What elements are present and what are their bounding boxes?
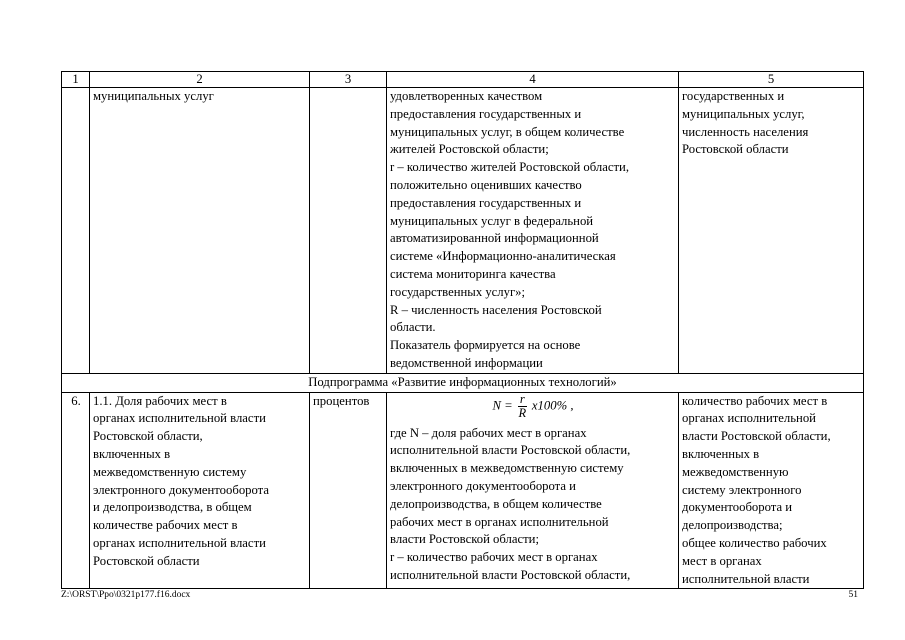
text-line: Показатель формируется на основе xyxy=(390,338,581,353)
formula-rhs: x100% xyxy=(531,397,568,412)
cell-num-empty xyxy=(62,88,90,374)
formula xyxy=(390,393,676,425)
text-line: количестве рабочих мест в xyxy=(93,518,238,533)
text-line: r – количество жителей Ростовской области, xyxy=(390,160,630,175)
text-line: делопроизводства; xyxy=(682,518,783,533)
subprogram-title: Подпрограмма «Развитие информационных технологий» xyxy=(62,373,864,392)
text-line: исполнительной власти xyxy=(682,571,810,586)
text-line: органах исполнительной власти xyxy=(93,535,266,550)
cell-method xyxy=(387,392,679,589)
text-line: предоставления государственных и xyxy=(390,195,582,210)
formula-tail: , xyxy=(570,397,574,412)
table-row-continuation xyxy=(62,88,864,374)
text-line: органах исполнительной xyxy=(682,411,816,426)
footer-page-number: 51 xyxy=(848,590,858,600)
cell-unit-empty xyxy=(310,88,387,374)
text-line: межведомственную xyxy=(682,464,789,479)
table-header-row xyxy=(62,72,864,88)
text-line: рабочих мест в органах исполнительной xyxy=(390,514,609,529)
header-cell-2: 2 xyxy=(90,72,310,88)
text-line: власти Ростовской области, xyxy=(682,429,831,444)
text-line: предоставления государственных и xyxy=(390,106,582,121)
cell-indicator-name xyxy=(90,88,310,374)
text-line: жителей Ростовской области; xyxy=(390,142,549,157)
text-line: Ростовской области, xyxy=(93,429,203,444)
header-cell-5: 5 xyxy=(679,72,864,88)
text-line: муниципальных услуг, xyxy=(682,106,805,121)
cell-method xyxy=(387,88,679,374)
text-line: муниципальных услуг, в общем количестве xyxy=(390,124,625,139)
subprogram-row xyxy=(62,373,864,392)
cell-data-source xyxy=(679,392,864,589)
text-line: межведомственную систему xyxy=(93,464,247,479)
text-line: R – численность населения Ростовской xyxy=(390,302,602,317)
document-table xyxy=(61,71,864,589)
formula-fraction xyxy=(518,393,527,420)
text-line: государственных и xyxy=(682,89,785,103)
text-line: включенных в межведомственную систему xyxy=(390,461,624,476)
text-line: и делопроизводства, в общем xyxy=(93,500,252,515)
text-line: делопроизводства, в общем количестве xyxy=(390,496,602,511)
text-line: исполнительной власти Ростовской области, xyxy=(390,443,631,458)
text-line: мест в органах xyxy=(682,553,762,568)
text-line: включенных в xyxy=(93,446,171,461)
text-line: r – количество рабочих мест в органах xyxy=(390,550,598,565)
text-line: система мониторинга качества xyxy=(390,266,556,281)
header-cell-1: 1 xyxy=(62,72,90,88)
text-line: Ростовской области xyxy=(682,142,789,157)
text-line: количество рабочих мест в xyxy=(682,393,828,408)
text-line: исполнительной власти Ростовской области, xyxy=(390,567,631,582)
text-line: электронного документооборота xyxy=(93,482,270,497)
text-line: автоматизированной информационной xyxy=(390,231,599,246)
text-line: власти Ростовской области; xyxy=(390,532,539,547)
formula-denominator: R xyxy=(518,405,527,420)
text-line: где N – доля рабочих мест в органах xyxy=(390,425,587,440)
text-line: системе «Информационно-аналитическая xyxy=(390,249,616,264)
header-cell-3: 3 xyxy=(310,72,387,88)
text-line: Ростовской области xyxy=(93,553,200,568)
text-line: государственных услуг»; xyxy=(390,284,526,299)
cell-unit xyxy=(310,392,387,589)
text-line: электронного документооборота и xyxy=(390,478,576,493)
text-line: процентов xyxy=(313,393,370,408)
text-line: муниципальных услуг xyxy=(93,89,214,103)
text-line: 1.1. Доля рабочих мест в xyxy=(93,393,227,408)
text-line: включенных в xyxy=(682,446,760,461)
cell-row-number: 6. xyxy=(62,392,90,589)
text-line: численность населения xyxy=(682,124,809,139)
text-line: документооборота и xyxy=(682,500,793,515)
text-line: систему электронного xyxy=(682,482,802,497)
table-row-6 xyxy=(62,392,864,589)
cell-data-source xyxy=(679,88,864,374)
text-line: общее количество рабочих xyxy=(682,535,827,550)
formula-numerator: r xyxy=(519,391,525,406)
text-line: положительно оценивших качество xyxy=(390,177,582,192)
footer-file-path: Z:\ORST\Ppo\0321p177.f16.docx xyxy=(61,590,191,600)
text-line: муниципальных услуг в федеральной xyxy=(390,213,594,228)
text-line: удовлетворенных качеством xyxy=(390,89,543,103)
text-line: органах исполнительной власти xyxy=(93,411,266,426)
cell-indicator-name xyxy=(90,392,310,589)
header-cell-4: 4 xyxy=(387,72,679,88)
text-line: области. xyxy=(390,320,436,335)
text-line: ведомственной информации xyxy=(390,355,543,370)
formula-lhs: N = xyxy=(492,397,513,412)
